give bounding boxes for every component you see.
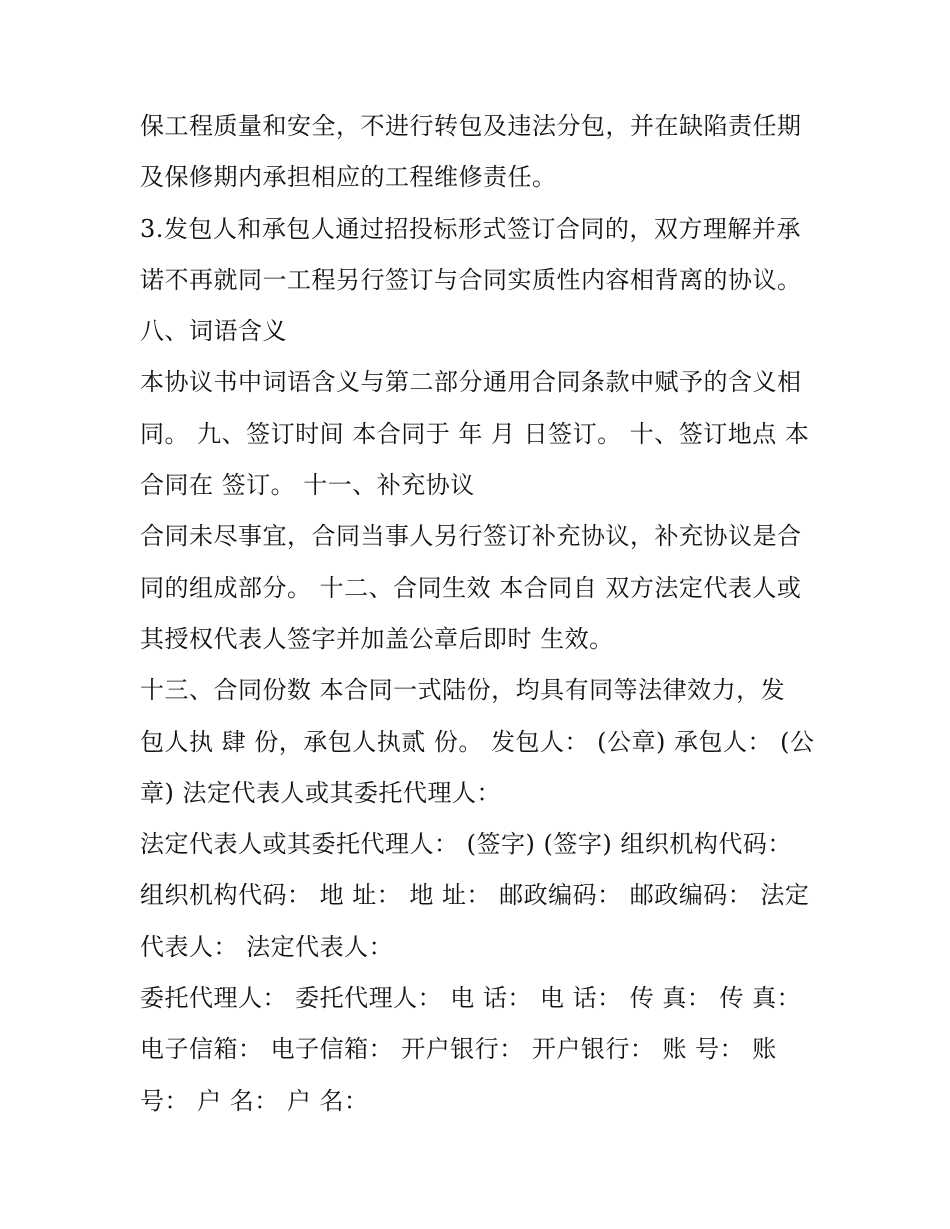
contract-text (140, 101, 820, 1127)
text-line: 组织机构代码： 地 址： 地 址： 邮政编码： 邮政编码： 法定 (140, 881, 810, 910)
text-line: 其授权代表人签字并加盖公章后即时 生效。 (140, 624, 614, 653)
text-line: 合同在 签订。 十一、补充协议 (140, 471, 475, 500)
text-line: 代表人： 法定代表人： (140, 932, 394, 961)
text-line: 包人执 肆 份，承包人执贰 份。 发包人： (公章) 承包人： (公 (140, 727, 815, 756)
text-line: 电子信箱： 电子信箱： 开户银行： 开户银行： 账 号： 账 (140, 1035, 777, 1064)
text-line: 及保修期内承担相应的工程维修责任。 (140, 163, 557, 192)
text-line: 章) 法定代表人或其委托代理人： (140, 778, 501, 807)
text-line: 同的组成部分。 十二、合同生效 本合同自 双方法定代表人或 (140, 573, 802, 602)
text-line: 十三、合同份数 本合同一式陆份，均具有同等法律效力，发 (140, 676, 786, 705)
text-line: 同。 九、签订时间 本合同于 年 月 日签订。 十、签订地点 本 (140, 419, 810, 448)
text-line: 委托代理人： 委托代理人： 电 话： 电 话： 传 真： 传 真： (140, 984, 802, 1013)
section-heading: 八、词语含义 (140, 317, 287, 346)
text-line: 本协议书中词语含义与第二部分通用合同条款中赋予的含义相 (140, 368, 802, 397)
text-line: 诺不再就同一工程另行签订与合同实质性内容相背离的协议。 (140, 265, 802, 294)
text-line: 号： 户 名： 户 名： (140, 1086, 369, 1115)
text-line: 3.发包人和承包人通过招投标形式签订合同的，双方理解并承 (140, 214, 801, 243)
text-line: 合同未尽事宜，合同当事人另行签订补充协议，补充协议是合 (140, 522, 802, 551)
text-line: 法定代表人或其委托代理人： (签字) (签字) 组织机构代码： (140, 830, 792, 859)
text-line: 保工程质量和安全，不进行转包及违法分包，并在缺陷责任期 (140, 112, 802, 140)
